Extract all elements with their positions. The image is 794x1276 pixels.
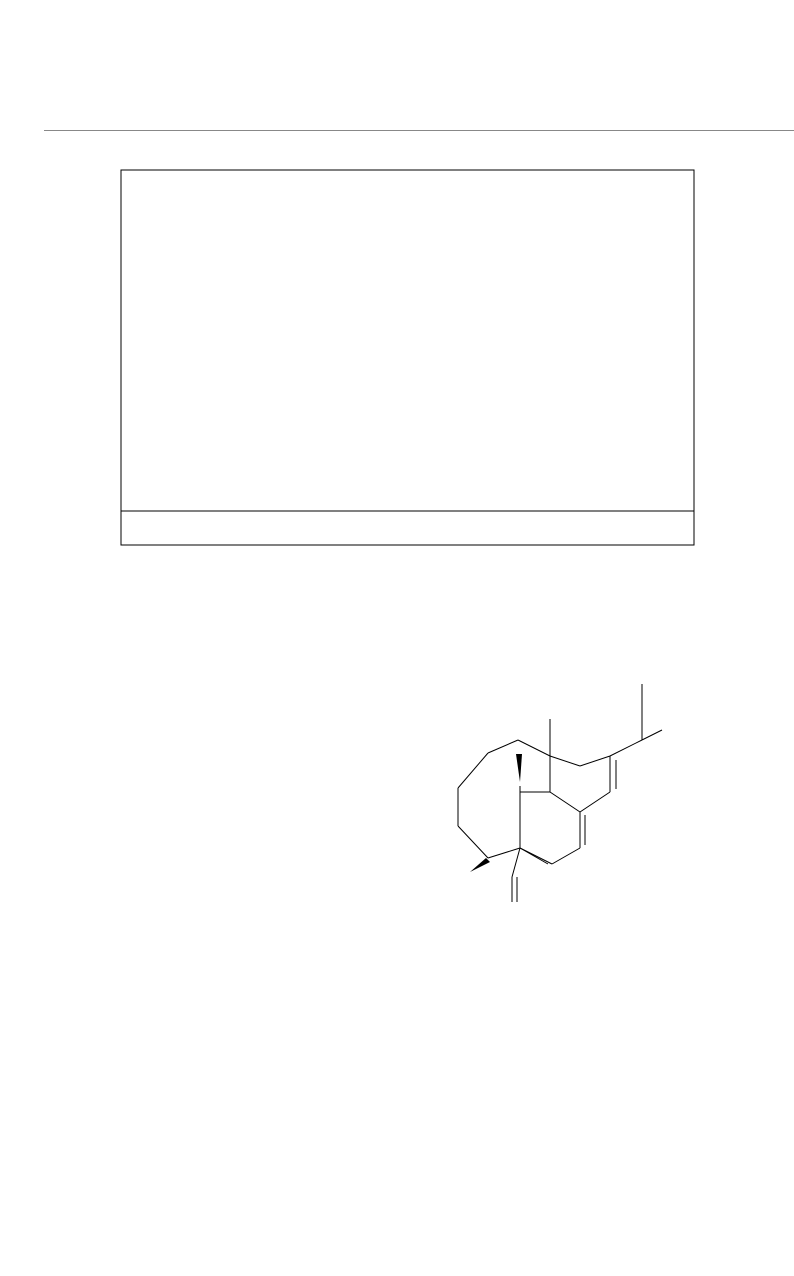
molecule-structure xyxy=(430,660,700,920)
plot-frame xyxy=(121,170,694,545)
nmr-spectrum-chart xyxy=(0,0,794,620)
